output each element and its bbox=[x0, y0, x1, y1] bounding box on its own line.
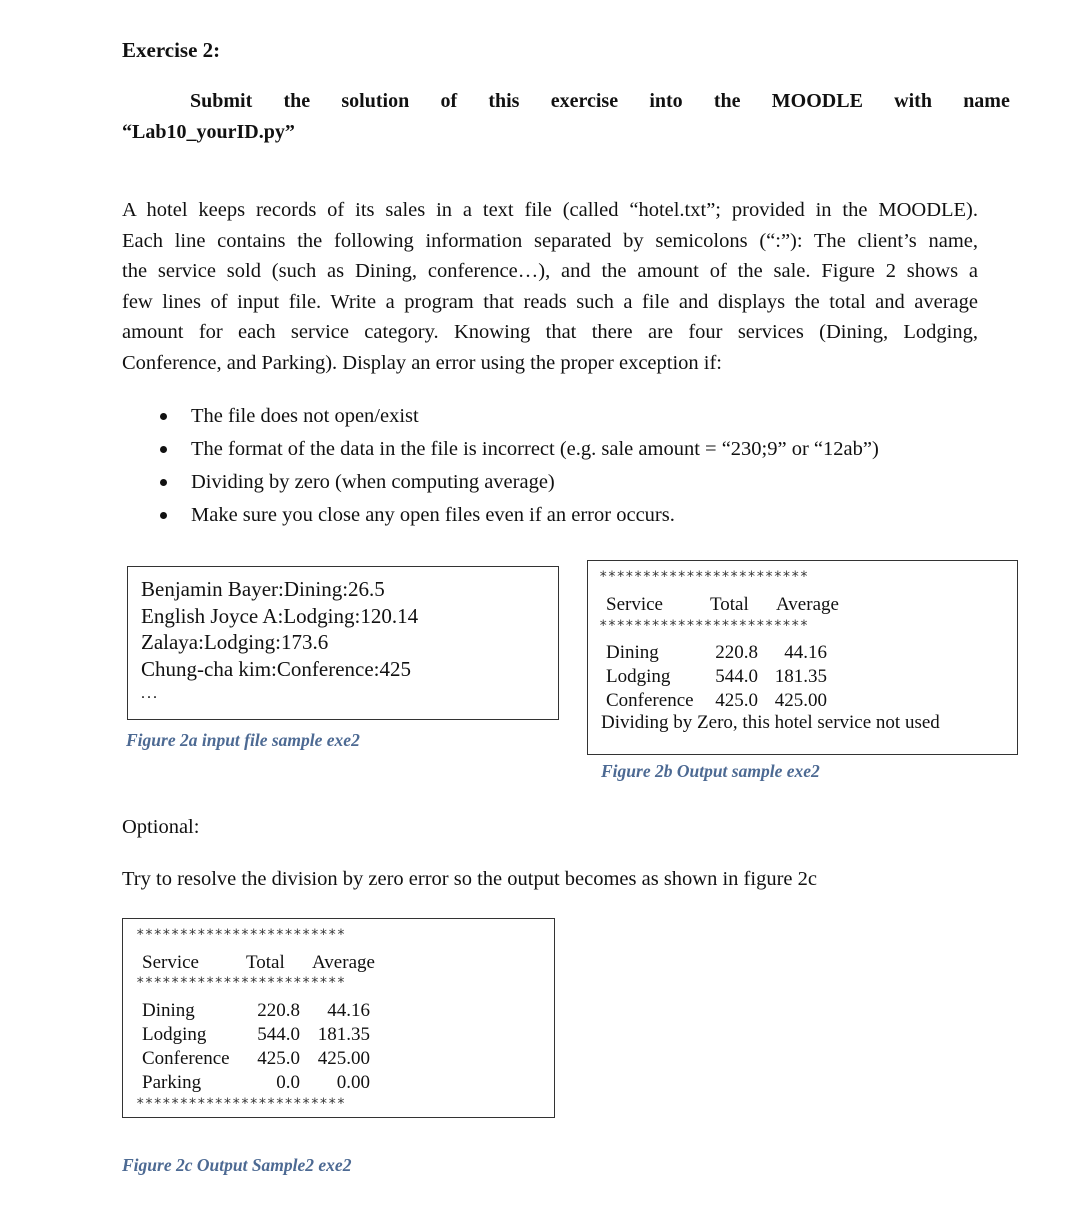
exercise-heading: Exercise 2: bbox=[122, 38, 221, 62]
row-service: Lodging bbox=[142, 1024, 207, 1045]
row-average: 44.16 bbox=[327, 1000, 370, 1021]
header-total: Total bbox=[246, 952, 285, 973]
table-row bbox=[606, 641, 827, 665]
submit-word: exercise bbox=[550, 90, 619, 112]
row-total: 220.8 bbox=[257, 1000, 300, 1021]
submit-word: solution bbox=[341, 90, 410, 112]
list-item bbox=[160, 499, 879, 532]
bullet-text: Make sure you close any open files even if an error occurs. bbox=[191, 504, 675, 526]
row-service: Lodging bbox=[606, 666, 671, 687]
submit-word: this bbox=[488, 90, 520, 112]
input-line: English Joyce A:Lodging:120.14 bbox=[141, 603, 419, 628]
input-line: Zalaya:Lodging:173.6 bbox=[141, 630, 329, 654]
row-average: 0.00 bbox=[336, 1072, 370, 1093]
header-average: Average bbox=[312, 952, 375, 973]
bullet-text: The format of the data in the file is incorrect (e.g. sale amount = “230;9” or “12ab”) bbox=[191, 438, 879, 460]
header-service: Service bbox=[606, 594, 663, 615]
submit-word: the bbox=[283, 90, 311, 112]
stars-divider: ************************ bbox=[599, 569, 809, 585]
figure-2a-input-sample bbox=[127, 566, 559, 720]
row-average: 44.16 bbox=[784, 642, 827, 663]
header-service: Service bbox=[142, 952, 199, 973]
paragraph-line: Each line contains the following information separated by semicolons (“:”): The client’s name, bbox=[122, 229, 978, 252]
input-ellipsis: ... bbox=[141, 685, 159, 702]
row-average: 181.35 bbox=[774, 666, 827, 687]
row-total: 544.0 bbox=[715, 666, 758, 687]
error-conditions-list bbox=[160, 400, 879, 532]
submit-word: with bbox=[894, 90, 932, 112]
output-rows bbox=[142, 999, 370, 1095]
stars-divider: ************************ bbox=[136, 1096, 346, 1112]
header-average: Average bbox=[776, 594, 839, 615]
bullet-text: Dividing by zero (when computing average) bbox=[191, 471, 555, 493]
paragraph-line: Conference, and Parking). Display an error using the proper exception if: bbox=[122, 351, 722, 374]
row-average: 181.35 bbox=[317, 1024, 370, 1045]
row-average: 425.00 bbox=[317, 1048, 370, 1069]
row-total: 425.0 bbox=[257, 1048, 300, 1069]
header-total: Total bbox=[710, 594, 749, 615]
stars-divider: ************************ bbox=[599, 618, 809, 634]
list-item bbox=[160, 466, 879, 499]
row-service: Conference bbox=[142, 1048, 230, 1069]
paragraph-line: few lines of input file. Write a program that reads such a file and displays the total and average bbox=[122, 290, 978, 313]
bullet-icon bbox=[160, 512, 167, 519]
submit-word: name bbox=[963, 90, 1010, 112]
row-service: Parking bbox=[142, 1072, 202, 1093]
output-rows bbox=[606, 641, 827, 713]
row-service: Dining bbox=[142, 1000, 195, 1021]
row-service: Conference bbox=[606, 690, 694, 711]
list-item bbox=[160, 433, 879, 466]
table-row bbox=[142, 1047, 370, 1071]
paragraph-line: amount for each service category. Knowing that there are four services (Dining, Lodging, bbox=[122, 321, 978, 344]
figure-2b-caption: Figure 2b Output sample exe2 bbox=[601, 761, 820, 781]
paragraph-line: the service sold (such as Dining, conference…), and the amount of the sale. Figure 2 shows a bbox=[122, 260, 978, 283]
row-total: 425.0 bbox=[715, 690, 758, 711]
paragraph-line: A hotel keeps records of its sales in a text file (called “hotel.txt”; provided in the MOODLE). bbox=[122, 199, 978, 221]
table-row bbox=[606, 665, 827, 689]
problem-description bbox=[122, 195, 978, 379]
row-total: 544.0 bbox=[257, 1024, 300, 1045]
figure-2a-caption: Figure 2a input file sample exe2 bbox=[126, 730, 360, 750]
row-service: Dining bbox=[606, 642, 659, 663]
submit-instruction bbox=[190, 90, 1010, 113]
output-header bbox=[142, 951, 375, 975]
bullet-icon bbox=[160, 413, 167, 420]
bullet-icon bbox=[160, 479, 167, 486]
input-line: Benjamin Bayer:Dining:26.5 bbox=[141, 577, 385, 601]
figure-2b-output-sample bbox=[587, 560, 1018, 755]
division-error-message: Dividing by Zero, this hotel service not used bbox=[601, 712, 940, 733]
submit-word: into bbox=[649, 90, 683, 112]
stars-divider: ************************ bbox=[136, 927, 346, 943]
optional-heading: Optional: bbox=[122, 816, 200, 838]
table-row bbox=[142, 1023, 370, 1047]
row-total: 0.0 bbox=[276, 1072, 300, 1093]
figure-2c-output-sample bbox=[122, 918, 555, 1118]
optional-instruction: Try to resolve the division by zero error so the output becomes as shown in figure 2c bbox=[122, 868, 817, 890]
output-header bbox=[606, 593, 839, 617]
submit-filename: “Lab10_yourID.py” bbox=[122, 121, 295, 143]
submit-word: of bbox=[440, 90, 458, 112]
row-average: 425.00 bbox=[774, 690, 827, 711]
input-line: Chung-cha kim:Conference:425 bbox=[141, 656, 412, 681]
bullet-icon bbox=[160, 446, 167, 453]
bullet-text: The file does not open/exist bbox=[191, 405, 419, 427]
submit-word: the bbox=[713, 90, 741, 112]
table-row bbox=[142, 1071, 370, 1095]
submit-word: Submit bbox=[190, 90, 253, 112]
list-item bbox=[160, 400, 879, 433]
table-row bbox=[142, 999, 370, 1023]
figure-2c-caption: Figure 2c Output Sample2 exe2 bbox=[122, 1155, 352, 1175]
submit-word: MOODLE bbox=[771, 90, 863, 112]
stars-divider: ************************ bbox=[136, 975, 346, 991]
row-total: 220.8 bbox=[715, 642, 758, 663]
table-row bbox=[606, 689, 827, 713]
